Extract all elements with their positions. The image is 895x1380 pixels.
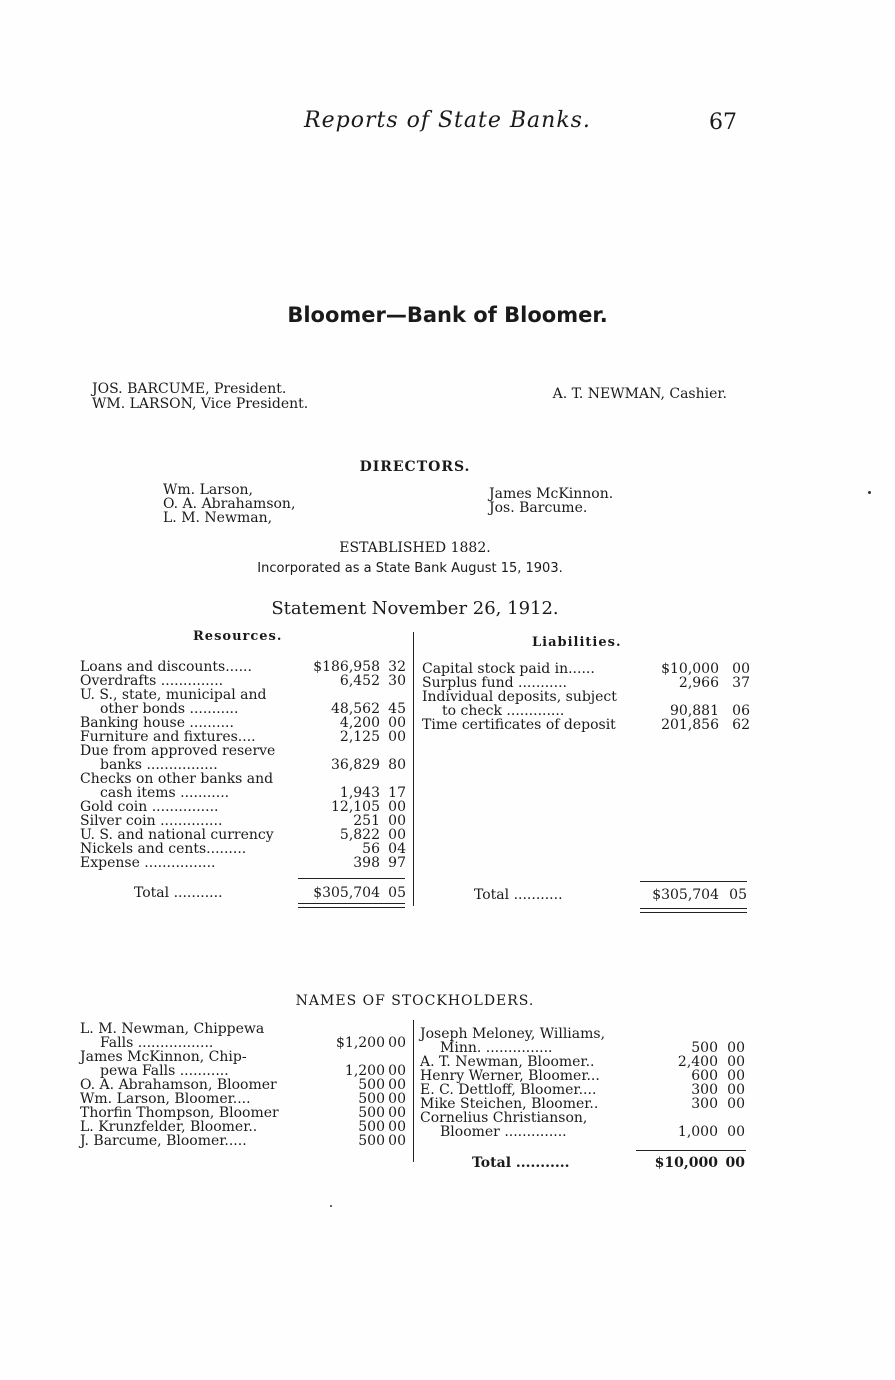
stockholder-row-dollars: 1,000 bbox=[677, 1124, 718, 1140]
liability-row-label: Surplus fund ........... bbox=[422, 675, 567, 691]
page-number: 67 bbox=[709, 110, 737, 135]
stockholder-row-dollars: 2,400 bbox=[677, 1054, 718, 1070]
vice-president: WM. LARSON, Vice President. bbox=[92, 396, 309, 412]
resources-total-row-label: Total ........... bbox=[134, 885, 223, 901]
resource-row bbox=[80, 814, 412, 828]
resource-row bbox=[80, 786, 412, 800]
directors-heading: DIRECTORS. bbox=[359, 459, 471, 475]
resources-double-rule-2 bbox=[298, 907, 405, 908]
stockholder-row-dollars: 600 bbox=[691, 1068, 718, 1084]
stockholders-total-row-cents: 00 bbox=[725, 1155, 745, 1171]
resource-row-label: U. S. and national currency bbox=[80, 827, 274, 843]
resource-row bbox=[80, 730, 412, 744]
resource-row bbox=[80, 772, 412, 786]
stockholder-row-dollars: 500 bbox=[358, 1133, 385, 1149]
resource-row-dollars: $186,958 bbox=[313, 659, 380, 675]
stockholders-total-row bbox=[420, 1156, 750, 1170]
stockholder-row-label: Minn. ............... bbox=[440, 1040, 553, 1056]
stockholder-row-label: L. M. Newman, Chippewa bbox=[80, 1021, 265, 1037]
resource-row-label: U. S., state, municipal and bbox=[80, 687, 267, 703]
resource-row-cents: 17 bbox=[388, 785, 406, 801]
resource-row-cents: 80 bbox=[388, 757, 406, 773]
stockholders-total bbox=[420, 1156, 750, 1170]
liability-row-label: Individual deposits, subject bbox=[422, 689, 617, 705]
resources-total bbox=[80, 886, 412, 900]
president: JOS. BARCUME, President. bbox=[92, 381, 287, 397]
resource-row-dollars: 48,562 bbox=[331, 701, 380, 717]
stockholder-row-label: Wm. Larson, Bloomer.... bbox=[80, 1091, 251, 1107]
stockholder-row-label: A. T. Newman, Bloomer.. bbox=[420, 1054, 595, 1070]
stockholder-row-dollars: 500 bbox=[691, 1040, 718, 1056]
scan-speck bbox=[330, 1205, 332, 1207]
stockholders-sum-rule bbox=[636, 1150, 746, 1151]
liability-row-dollars: $10,000 bbox=[661, 661, 719, 677]
resource-row-cents: 00 bbox=[388, 715, 406, 731]
liability-row bbox=[422, 662, 752, 676]
stockholder-row-cents: 00 bbox=[388, 1063, 406, 1079]
resource-row-cents: 30 bbox=[388, 673, 406, 689]
stockholder-row-dollars: $1,200 bbox=[336, 1035, 385, 1051]
resource-row-label: other bonds ........... bbox=[100, 701, 239, 717]
statement-divider bbox=[413, 632, 414, 906]
resource-row bbox=[80, 660, 412, 674]
liability-row-label: Capital stock paid in...... bbox=[422, 661, 595, 677]
liabilities-double-rule-1 bbox=[640, 908, 747, 909]
resource-row-label: Silver coin .............. bbox=[80, 813, 223, 829]
director-left-1: Wm. Larson, bbox=[163, 482, 253, 498]
resources-double-rule-1 bbox=[298, 903, 405, 904]
liability-row-dollars: 90,881 bbox=[670, 703, 719, 719]
stockholder-row-cents: 00 bbox=[388, 1105, 406, 1121]
resource-row-dollars: 2,125 bbox=[339, 729, 380, 745]
established-line: ESTABLISHED 1882. bbox=[339, 540, 491, 556]
liability-row-cents: 62 bbox=[732, 717, 750, 733]
resource-row bbox=[80, 688, 412, 702]
stockholder-row bbox=[420, 1027, 750, 1041]
resource-row-label: Gold coin ............... bbox=[80, 799, 219, 815]
stockholders-total-row-label: Total ........... bbox=[472, 1155, 570, 1171]
liability-row-dollars: 2,966 bbox=[678, 675, 719, 691]
resources-total-row-cents: 05 bbox=[388, 885, 406, 901]
stockholder-row bbox=[80, 1036, 410, 1050]
resource-row bbox=[80, 702, 412, 716]
resource-row bbox=[80, 744, 412, 758]
resource-row-label: Due from approved reserve bbox=[80, 743, 276, 759]
stockholder-row-label: Thorfin Thompson, Bloomer bbox=[80, 1105, 279, 1121]
stockholder-row-label: E. C. Dettloff, Bloomer.... bbox=[420, 1082, 597, 1098]
running-title: Reports of State Banks. bbox=[304, 108, 591, 133]
stockholder-row bbox=[80, 1092, 410, 1106]
stockholder-row-cents: 00 bbox=[388, 1133, 406, 1149]
stockholder-row bbox=[420, 1097, 750, 1111]
liabilities-sum-rule bbox=[640, 881, 747, 882]
resource-row bbox=[80, 828, 412, 842]
resource-row-label: Overdrafts .............. bbox=[80, 673, 224, 689]
resource-row-dollars: 5,822 bbox=[339, 827, 380, 843]
stockholder-row-cents: 00 bbox=[388, 1119, 406, 1135]
liability-row-cents: 37 bbox=[732, 675, 750, 691]
resource-row-label: cash items ........... bbox=[100, 785, 230, 801]
resource-row bbox=[80, 758, 412, 772]
stockholder-row bbox=[420, 1125, 750, 1139]
stockholder-row-cents: 00 bbox=[388, 1035, 406, 1051]
resource-row-label: Loans and discounts...... bbox=[80, 659, 252, 675]
liabilities-total-row-label: Total ........... bbox=[474, 887, 563, 903]
stockholder-row-label: Mike Steichen, Bloomer.. bbox=[420, 1096, 599, 1112]
stockholder-row-label: pewa Falls ........... bbox=[100, 1063, 229, 1079]
stockholder-row bbox=[420, 1083, 750, 1097]
stockholder-row-cents: 00 bbox=[388, 1077, 406, 1093]
resource-row-cents: 00 bbox=[388, 729, 406, 745]
liability-row bbox=[422, 704, 752, 718]
stockholders-total-row-dollars: $10,000 bbox=[654, 1155, 718, 1171]
resources-heading: Resources. bbox=[193, 629, 283, 644]
stockholder-row bbox=[80, 1078, 410, 1092]
resource-row-dollars: 56 bbox=[362, 841, 380, 857]
stockholder-row-dollars: 300 bbox=[691, 1096, 718, 1112]
stockholder-row-cents: 00 bbox=[727, 1068, 745, 1084]
stockholder-row bbox=[80, 1064, 410, 1078]
resource-row-cents: 32 bbox=[388, 659, 406, 675]
liability-row-cents: 06 bbox=[732, 703, 750, 719]
stockholder-row-cents: 00 bbox=[727, 1096, 745, 1112]
stockholder-row bbox=[420, 1041, 750, 1055]
stockholder-row bbox=[80, 1120, 410, 1134]
director-left-3: L. M. Newman, bbox=[163, 510, 273, 526]
stockholders-heading: NAMES OF STOCKHOLDERS. bbox=[295, 993, 535, 1009]
resource-row-label: Nickels and cents......... bbox=[80, 841, 247, 857]
resource-row-label: Expense ................ bbox=[80, 855, 216, 871]
resource-row-label: Checks on other banks and bbox=[80, 771, 274, 787]
director-right-1: James McKinnon. bbox=[489, 486, 614, 502]
stockholder-row-cents: 00 bbox=[727, 1124, 745, 1140]
stockholder-row-label: L. Krunzfelder, Bloomer.. bbox=[80, 1119, 258, 1135]
resource-row bbox=[80, 800, 412, 814]
stockholder-row-label: Falls ................. bbox=[100, 1035, 214, 1051]
stockholder-row-dollars: 500 bbox=[358, 1119, 385, 1135]
resources-ledger bbox=[80, 660, 412, 870]
stockholder-row-label: Bloomer .............. bbox=[440, 1124, 567, 1140]
stockholder-row bbox=[80, 1134, 410, 1148]
stockholder-row-cents: 00 bbox=[727, 1082, 745, 1098]
resource-row-dollars: 251 bbox=[353, 813, 380, 829]
scan-speck bbox=[868, 491, 871, 494]
stockholders-divider bbox=[413, 1020, 414, 1162]
stockholder-row bbox=[80, 1106, 410, 1120]
resource-row-dollars: 12,105 bbox=[331, 799, 380, 815]
stockholder-row-cents: 00 bbox=[727, 1040, 745, 1056]
stockholder-row bbox=[420, 1069, 750, 1083]
liabilities-heading: Liabilities. bbox=[532, 635, 622, 650]
resource-row-cents: 04 bbox=[388, 841, 406, 857]
incorporated-line: Incorporated as a State Bank August 15, 1903. bbox=[257, 561, 563, 576]
resources-sum-rule bbox=[298, 878, 405, 879]
stockholder-row bbox=[420, 1111, 750, 1125]
resource-row-label: Furniture and fixtures.... bbox=[80, 729, 256, 745]
resource-row bbox=[80, 842, 412, 856]
stockholder-row-dollars: 500 bbox=[358, 1091, 385, 1107]
liability-row bbox=[422, 676, 752, 690]
resource-row-cents: 00 bbox=[388, 799, 406, 815]
liability-row-dollars: 201,856 bbox=[661, 717, 719, 733]
liabilities-total-row bbox=[422, 888, 752, 902]
resource-row-cents: 00 bbox=[388, 827, 406, 843]
resource-row-cents: 00 bbox=[388, 813, 406, 829]
stockholders-right bbox=[420, 1027, 750, 1139]
resource-row-cents: 45 bbox=[388, 701, 406, 717]
stockholder-row-label: Joseph Meloney, Williams, bbox=[420, 1026, 606, 1042]
liability-row bbox=[422, 718, 752, 732]
stockholder-row-label: Henry Werner, Bloomer... bbox=[420, 1068, 600, 1084]
cashier: A. T. NEWMAN, Cashier. bbox=[552, 386, 727, 402]
resource-row-label: banks ................ bbox=[100, 757, 218, 773]
resource-row bbox=[80, 856, 412, 870]
liabilities-total-row-dollars: $305,704 bbox=[652, 887, 719, 903]
stockholder-row-cents: 00 bbox=[388, 1091, 406, 1107]
director-right-2: Jos. Barcume. bbox=[489, 500, 588, 516]
resources-total-row bbox=[80, 886, 412, 900]
liability-row-label: Time certificates of deposit bbox=[422, 717, 616, 733]
stockholder-row-label: Cornelius Christianson, bbox=[420, 1110, 588, 1126]
stockholder-row-dollars: 1,200 bbox=[344, 1063, 385, 1079]
resources-total-row-dollars: $305,704 bbox=[313, 885, 380, 901]
stockholder-row bbox=[80, 1022, 410, 1036]
resource-row-dollars: 398 bbox=[353, 855, 380, 871]
resource-row-dollars: 6,452 bbox=[339, 673, 380, 689]
liabilities-total bbox=[422, 888, 752, 902]
stockholder-row-label: O. A. Abrahamson, Bloomer bbox=[80, 1077, 277, 1093]
resource-row-cents: 97 bbox=[388, 855, 406, 871]
stockholder-row-label: James McKinnon, Chip- bbox=[80, 1049, 247, 1065]
stockholder-row-cents: 00 bbox=[727, 1054, 745, 1070]
liabilities-double-rule-2 bbox=[640, 912, 747, 913]
resource-row-dollars: 1,943 bbox=[339, 785, 380, 801]
bank-title: Bloomer—Bank of Bloomer. bbox=[287, 303, 608, 327]
stockholder-row-dollars: 300 bbox=[691, 1082, 718, 1098]
statement-title: Statement November 26, 1912. bbox=[271, 598, 559, 619]
resource-row-label: Banking house .......... bbox=[80, 715, 234, 731]
stockholder-row-dollars: 500 bbox=[358, 1105, 385, 1121]
liability-row-label: to check ............. bbox=[442, 703, 565, 719]
director-left-2: O. A. Abrahamson, bbox=[163, 496, 296, 512]
liabilities-ledger bbox=[422, 662, 752, 732]
stockholder-row-dollars: 500 bbox=[358, 1077, 385, 1093]
resource-row bbox=[80, 674, 412, 688]
resource-row bbox=[80, 716, 412, 730]
liabilities-total-row-cents: 05 bbox=[729, 887, 747, 903]
stockholder-row-label: J. Barcume, Bloomer..... bbox=[80, 1133, 247, 1149]
stockholders-left bbox=[80, 1022, 410, 1148]
resource-row-dollars: 4,200 bbox=[339, 715, 380, 731]
resource-row-dollars: 36,829 bbox=[331, 757, 380, 773]
stockholder-row bbox=[420, 1055, 750, 1069]
stockholder-row bbox=[80, 1050, 410, 1064]
liability-row-cents: 00 bbox=[732, 661, 750, 677]
liability-row bbox=[422, 690, 752, 704]
